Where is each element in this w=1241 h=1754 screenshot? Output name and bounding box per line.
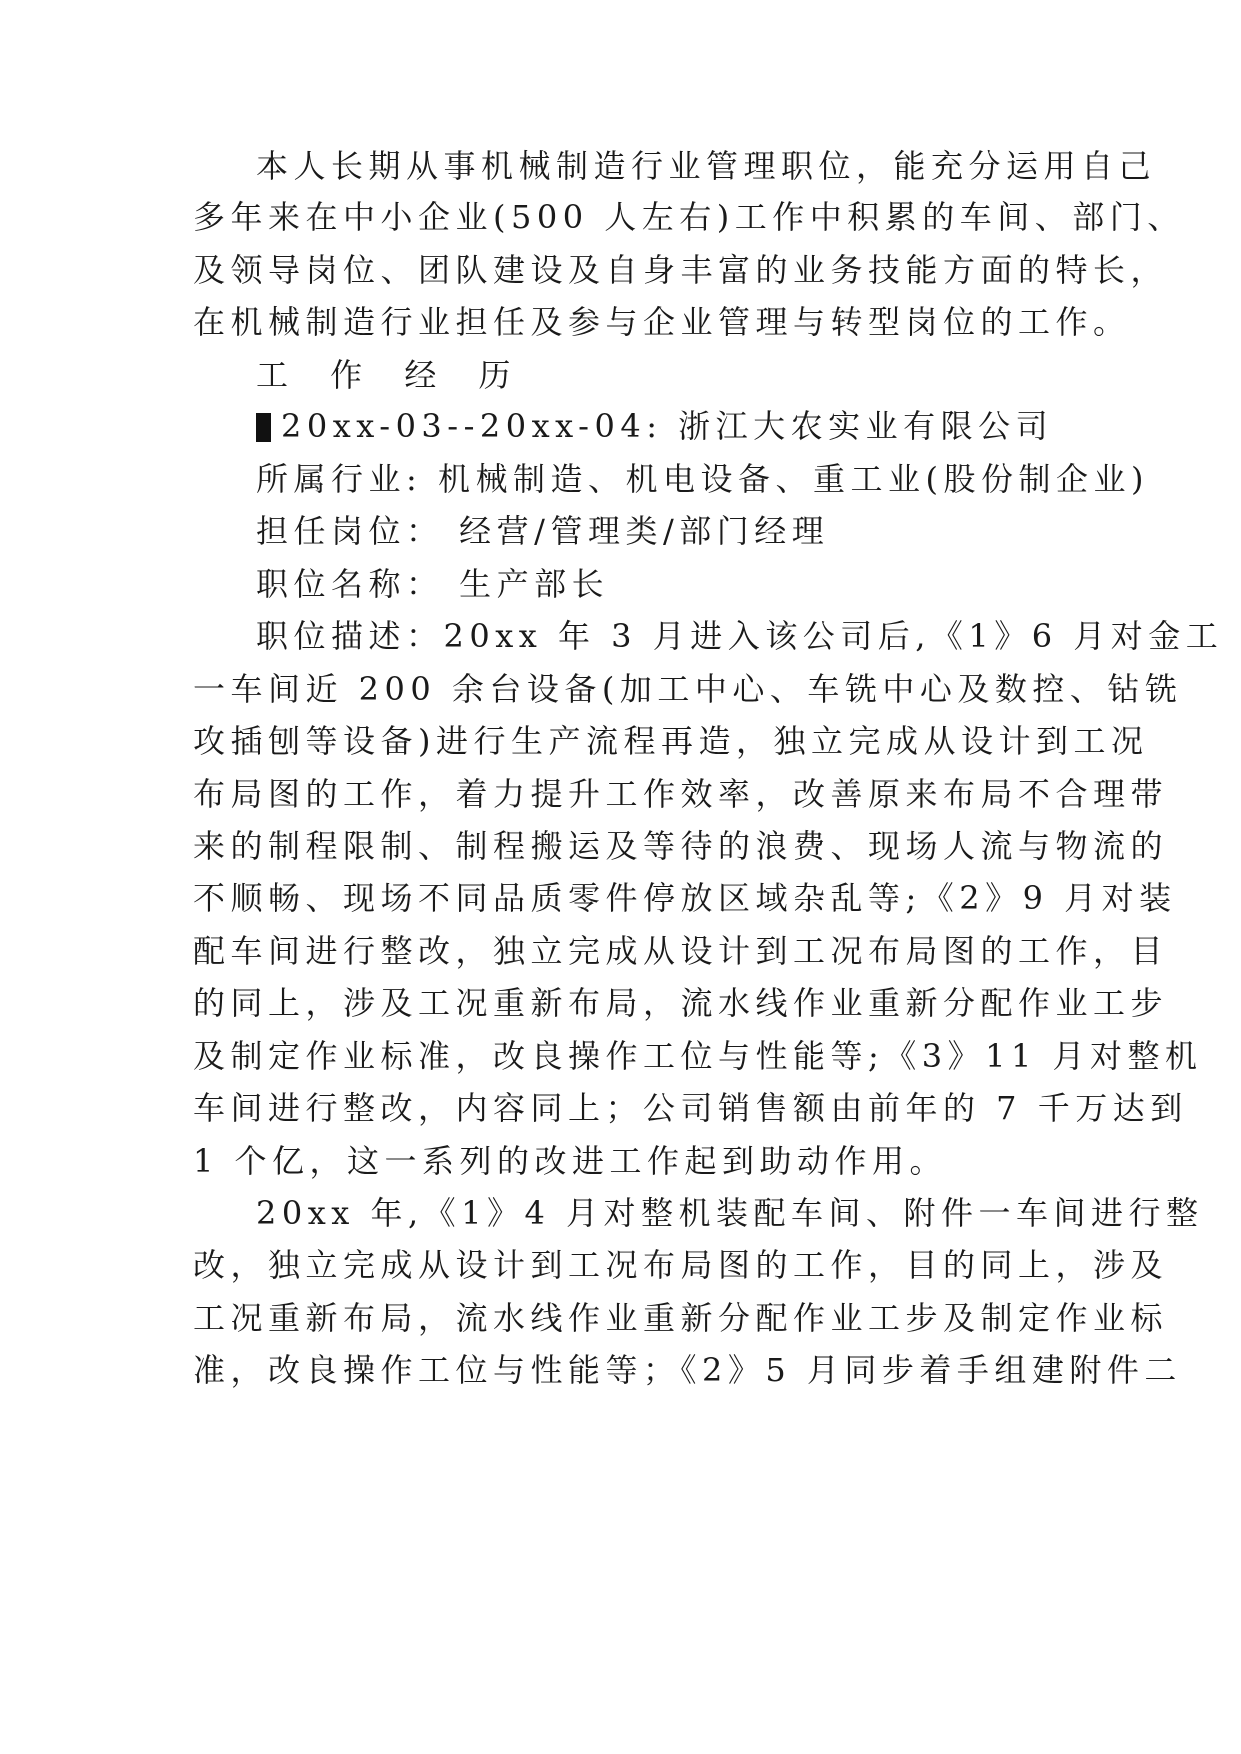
- paragraph2-line-2: 改，独立完成从设计到工况布局图的工作，目的同上，涉及: [193, 1246, 1169, 1284]
- black-block-bullet-icon: [256, 413, 271, 442]
- description-line-9: 及制定作业标准，改良操作工位与性能等;《3》11 月对整机: [193, 1037, 1203, 1075]
- description-line-1: 职位描述：20xx 年 3 月进入该公司后,《1》6 月对金工: [256, 617, 1224, 655]
- description-line-8: 的同上，涉及工况重新布局，流水线作业重新分配作业工步: [193, 984, 1169, 1022]
- job-period-company-row: [256, 396, 1136, 456]
- description-line-2: 一车间近 200 余台设备(加工中心、车铣中心及数控、钻铣: [193, 670, 1183, 708]
- paragraph2-line-4: 准，改良操作工位与性能等；《2》5 月同步着手组建附件二: [193, 1351, 1182, 1389]
- description-line-6: 不顺畅、现场不同品质零件停放区域杂乱等;《2》9 月对装: [193, 879, 1177, 917]
- description-line-4: 布局图的工作，着力提升工作效率，改善原来布局不合理带: [193, 775, 1169, 813]
- section-title: 工 作 经 历: [256, 356, 527, 394]
- description-line-11: 1 个亿，这一系列的改进工作起到助动作用。: [193, 1142, 948, 1180]
- job-title: 职位名称： 生产部长: [256, 565, 610, 603]
- description-line-7: 配车间进行整改，独立完成从设计到工况布局图的工作，目: [193, 932, 1169, 970]
- intro-line-3: 及领导岗位、团队建设及自身丰富的业务技能方面的特长，: [193, 251, 1169, 289]
- intro-line-2: 多年来在中小企业(500 人左右)工作中积累的车间、部门、: [193, 198, 1185, 236]
- intro-line-1: 本人长期从事机械制造行业管理职位，能充分运用自己: [256, 147, 1157, 185]
- description-line-10: 车间进行整改，内容同上；公司销售额由前年的 7 千万达到: [193, 1089, 1188, 1127]
- paragraph2-line-1: 20xx 年,《1》4 月对整机装配车间、附件一车间进行整: [256, 1194, 1204, 1232]
- intro-line-4: 在机械制造行业担任及参与企业管理与转型岗位的工作。: [193, 303, 1131, 341]
- description-line-3: 攻插刨等设备)进行生产流程再造，独立完成从设计到工况: [193, 722, 1149, 760]
- description-line-5: 来的制程限制、制程搬运及等待的浪费、现场人流与物流的: [193, 827, 1169, 865]
- job-position: 担任岗位： 经营/管理类/部门经理: [256, 512, 830, 550]
- job-industry: 所属行业: 机械制造、机电设备、重工业(股份制企业): [256, 460, 1149, 498]
- paragraph2-line-3: 工况重新布局，流水线作业重新分配作业工步及制定作业标: [193, 1299, 1169, 1337]
- job-period-company: 20xx-03--20xx-04: 浙江大农实业有限公司: [281, 407, 1054, 445]
